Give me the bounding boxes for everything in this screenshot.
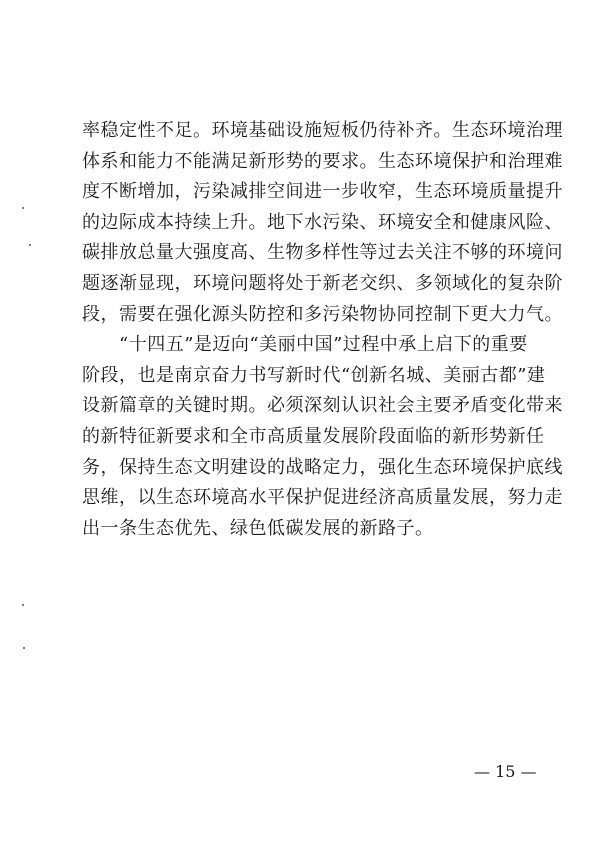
text-line: 段，需要在强化源头防控和多污染物协同控制下更大力气。 [82,303,563,325]
text-line: 设新篇章的关键时期。必须深刻认识社会主要矛盾变化带来 [82,395,563,417]
text-line: 体系和能力不能满足新形势的要求。生态环境保护和治理难 [82,150,563,172]
text-line: 思维，以生态环境高水平保护促进经济高质量发展，努力走 [82,487,563,509]
scan-mark [22,604,24,606]
body-text [82,116,563,544]
text-line: 的新特征新要求和全市高质量发展阶段面临的新形势新任 [82,425,545,447]
text-line: “十四五”是迈向“美丽中国”过程中承上启下的重要 [82,334,528,356]
text-line: 度不断增加，污染减排空间进一步收窄，生态环境质量提升 [82,181,563,203]
scan-mark [22,207,24,209]
text-line: 碳排放总量大强度高、生物多样性等过去关注不够的环境问 [82,242,563,264]
text-line: 的边际成本持续上升。地下水污染、环境安全和健康风险、 [82,211,563,233]
text-line: 阶段，也是南京奋力书写新时代“创新名城、美丽古都”建 [82,364,546,386]
page-number: — 15 — [474,762,537,781]
text-line: 率稳定性不足。环境基础设施短板仍待补齐。生态环境治理 [82,120,563,141]
text-line: 出一条生态优先、绿色低碳发展的新路子。 [82,517,434,539]
text-line: 务，保持生态文明建设的战略定力，强化生态环境保护底线 [82,456,563,478]
scan-mark [23,647,25,649]
text-line: 题逐渐显现，环境问题将处于新老交织、多领域化的复杂阶 [82,272,563,294]
scan-mark [29,244,31,246]
